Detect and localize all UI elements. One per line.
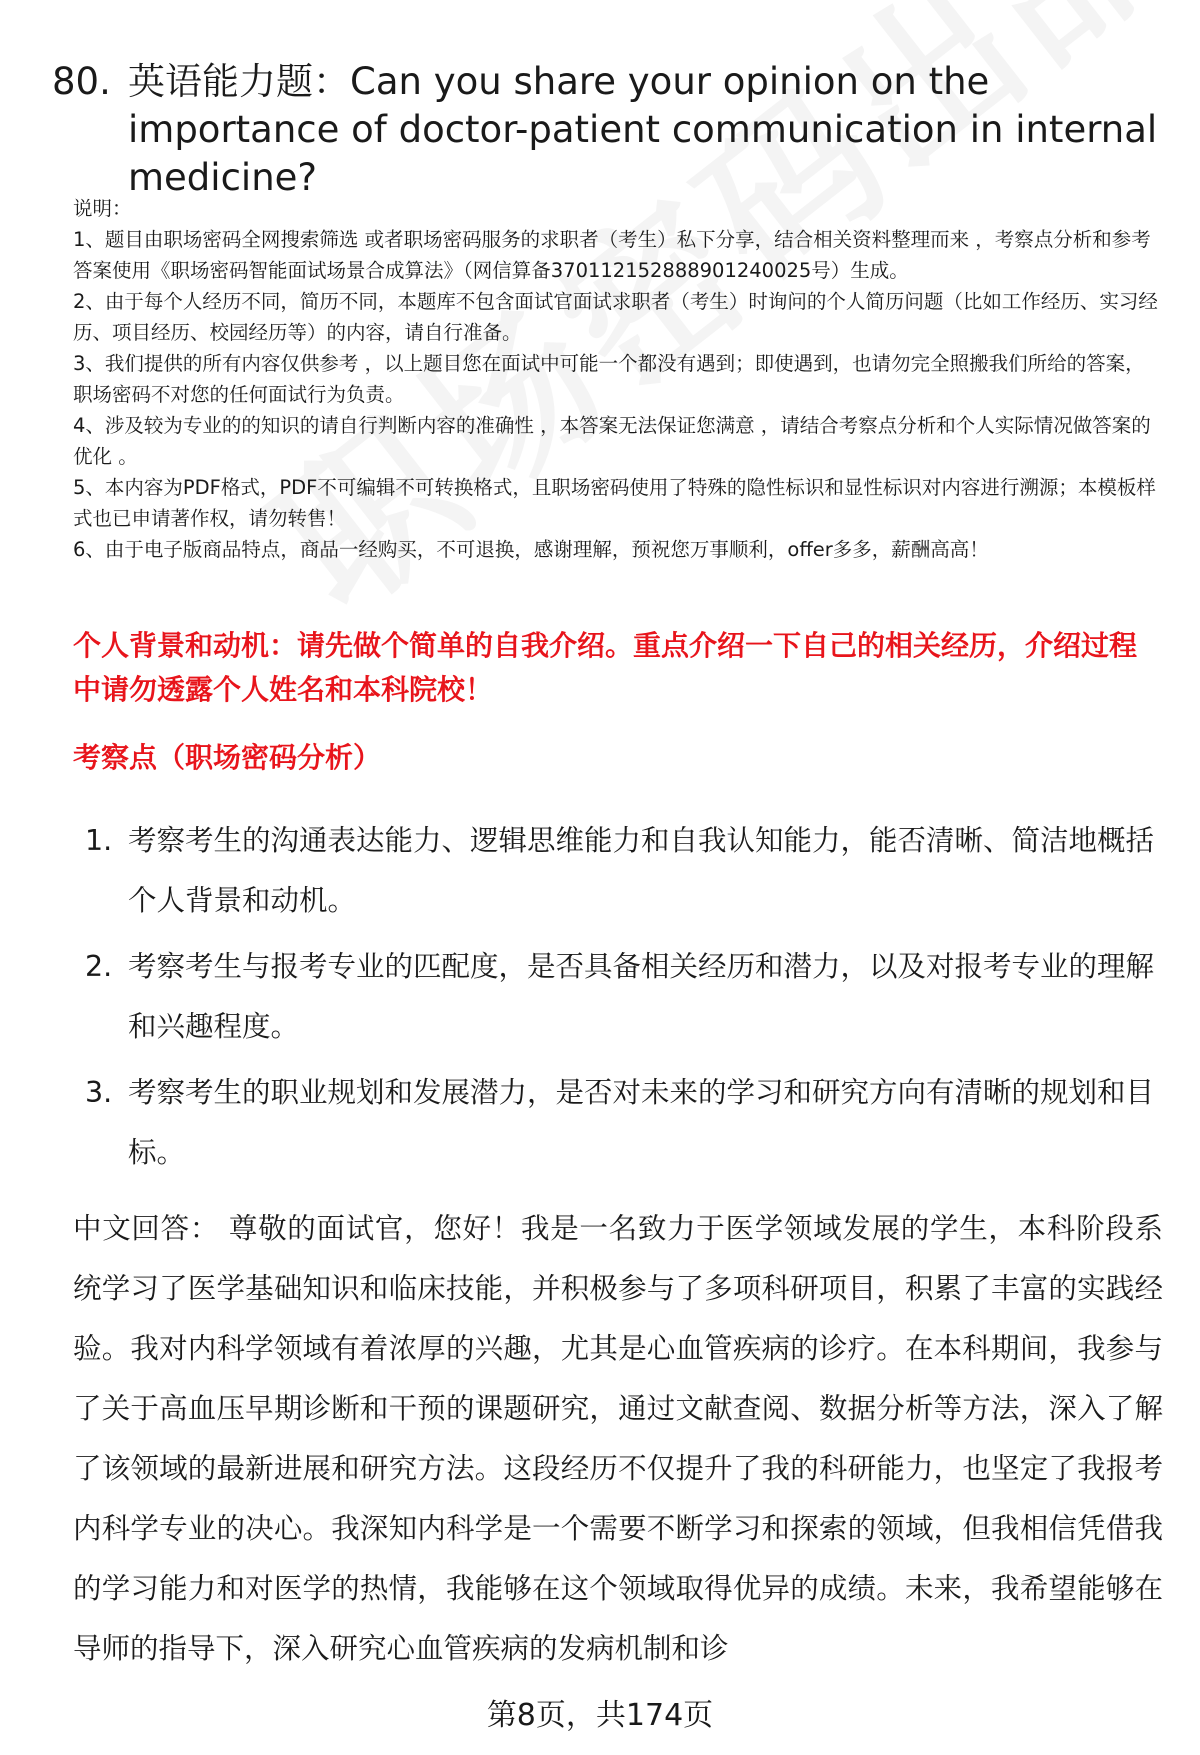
answer-text: 尊敬的面试官，您好！我是一名致力于医学领域发展的学生，本科阶段系统学习了医学基础知识和临床技能，并积极参与了多项科研项目，积累了丰富的实践经验。我对内科学领域有着浓厚的兴趣，尤其是心血管疾病的诊疗。在本科期间，我参与了关于高血压早期诊断和干预的课题研究，通过文献查阅、数据分析等方法，深入了解了该领域的最新进展和研究方法。这段经历不仅提升了我的科研能力，也坚定了我报考内科学专业的决心。我深知内科学是一个需要不断学习和探索的领域，但我相信凭借我的学习能力和对医学的热情，我能够在这个领域取得优异的成绩。未来，我希望能够在导师的指导下，深入研究心血管疾病的发病机制和诊 (73, 1212, 1163, 1665)
question-title (52, 58, 1162, 202)
notes-section (73, 193, 1163, 565)
note-item: 5、本内容为PDF格式，PDF不可编辑不可转换格式，且职场密码使用了特殊的隐性标识和显性标识对内容进行溯源；本模板样式也已申请著作权，请勿转售！ (73, 476, 1156, 530)
list-item-number: 2. (85, 950, 113, 983)
note-item: 2、由于每个人经历不同，简历不同，本题库不包含面试官面试求职者（考生）时询问的个人简历问题（比如工作经历、实习经历、项目经历、校园经历等）的内容，请自行准备。 (73, 290, 1158, 344)
question-number: 80. (52, 60, 111, 103)
list-item (73, 1063, 1163, 1183)
note-item: 3、我们提供的所有内容仅供参考 ，以上题目您在面试中可能一个都没有遇到；即使遇到，也请勿完全照搬我们所给的答案，职场密码不对您的任何面试行为负责。 (73, 352, 1145, 406)
list-item-text: 考察考生的职业规划和发展潜力，是否对未来的学习和研究方向有清晰的规划和目标。 (128, 1076, 1155, 1169)
list-item (73, 937, 1163, 1057)
analysis-heading: 考察点（职场密码分析） (73, 741, 382, 774)
page-footer: 第8页，共174页 (486, 1698, 714, 1733)
note-item: 1、题目由职场密码全网搜索筛选 或者职场密码服务的求职者（考生）私下分享，结合相关资料整理而来 ，考察点分析和参考答案使用《职场密码智能面试场景合成算法》（网信算备370112152888901240025号）生成。 (73, 228, 1151, 282)
list-item-text: 考察考生的沟通表达能力、逻辑思维能力和自我认知能力，能否清晰、简洁地概括个人背景和动机。 (128, 824, 1155, 917)
list-item-text: 考察考生与报考专业的匹配度，是否具备相关经历和潜力，以及对报考专业的理解和兴趣程度。 (128, 950, 1155, 1043)
list-item (73, 811, 1163, 931)
intro-question-heading: 个人背景和动机：请先做个简单的自我介绍。重点介绍一下自己的相关经历，介绍过程中请勿透露个人姓名和本科院校！ (73, 629, 1138, 706)
notes-heading: 说明： (73, 197, 132, 220)
note-item: 4、涉及较为专业的的知识的请自行判断内容的准确性 ，本答案无法保证您满意 ，请结合考察点分析和个人实际情况做答案的优化 。 (73, 414, 1151, 468)
chinese-answer (73, 1199, 1163, 1679)
question-text: 英语能力题：Can you share your opinion on the importance of doctor-patient communication in internal medicine? (128, 60, 1158, 199)
analysis-points-list (73, 811, 1163, 1189)
note-item: 6、由于电子版商品特点，商品一经购买，不可退换，感谢理解，预祝您万事顺利，offer多多，薪酬高高！ (73, 538, 989, 561)
answer-label: 中文回答： (73, 1212, 220, 1245)
list-item-number: 1. (85, 824, 113, 857)
list-item-number: 3. (85, 1076, 113, 1109)
